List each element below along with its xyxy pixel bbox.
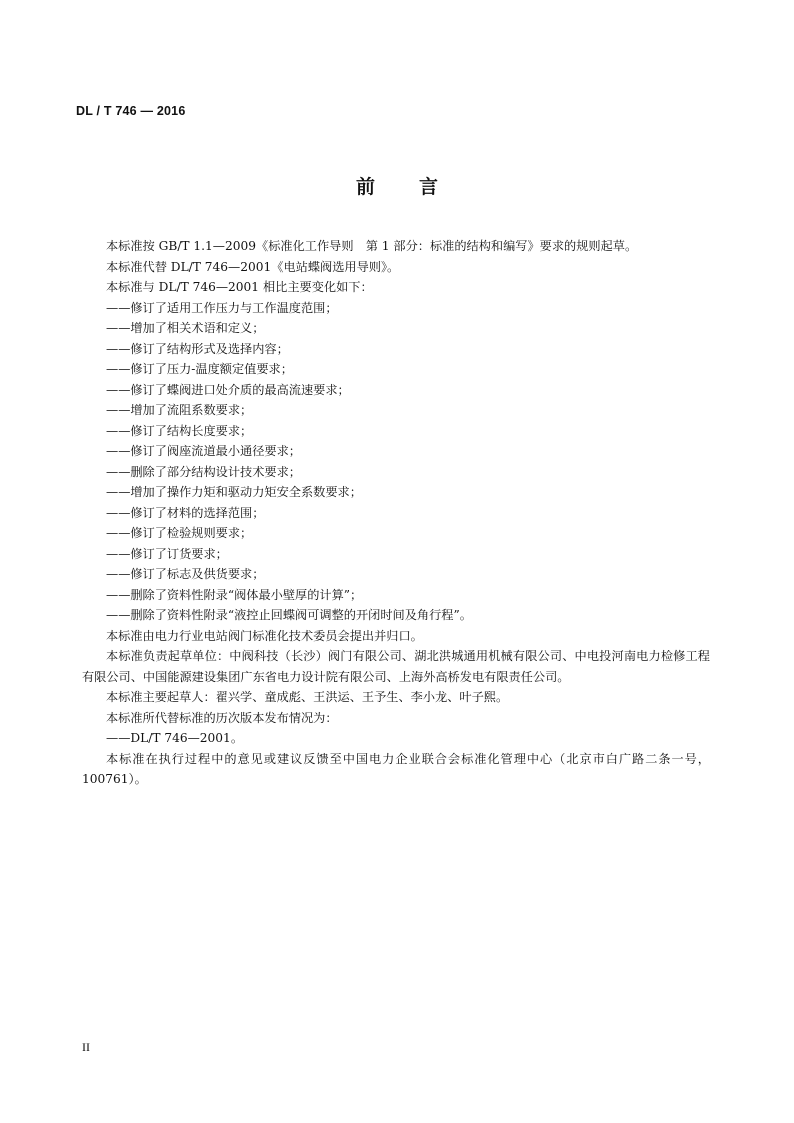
- paragraph-drafting-rules: 本标准按 GB/T 1.1—2009《标准化工作导则 第 1 部分：标准的结构和编写》要求的规则起草。: [106, 239, 638, 253]
- change-item: ——删除了部分结构设计技术要求；: [106, 464, 301, 479]
- change-item: ——修订了阀座流道最小通径要求；: [106, 444, 301, 458]
- page-number: II: [82, 1040, 90, 1054]
- change-item: ——删除了资料性附录“液控止回蝶阀可调整的开闭时间及角行程”。: [106, 608, 472, 622]
- change-item: ——修订了材料的选择范围；: [106, 505, 265, 520]
- paragraph-history-intro: 本标准所代替标准的历次版本发布情况为：: [106, 710, 338, 725]
- change-item: ——修订了结构形式及选择内容；: [106, 341, 289, 356]
- paragraph-feedback: 本标准在执行过程中的意见或建议反馈至中国电力企业联合会标准化管理中心（北京市白广路二条一号，100761）。: [82, 751, 710, 786]
- change-item: ——修订了适用工作压力与工作温度范围；: [106, 300, 338, 315]
- foreword-body: [82, 236, 710, 790]
- change-item: ——修订了检验规则要求；: [106, 526, 253, 540]
- change-item: ——增加了相关术语和定义；: [106, 321, 265, 335]
- change-item: ——删除了资料性附录“阀体最小壁厚的计算”；: [106, 587, 363, 602]
- change-item: ——修订了订货要求；: [106, 546, 228, 561]
- change-item: ——修订了蝶阀进口处介质的最高流速要求；: [106, 382, 350, 397]
- change-item: ——增加了操作力矩和驱动力矩安全系数要求；: [106, 485, 362, 499]
- change-item: ——增加了流阻系数要求；: [106, 403, 253, 417]
- paragraph-replaces: 本标准代替 DL/T 746—2001《电站蝶阀选用导则》。: [106, 259, 400, 274]
- document-code: DL / T 746 — 2016: [76, 104, 186, 118]
- paragraph-drafters: 本标准主要起草人：翟兴学、童成彪、王洪运、王予生、李小龙、叶子熙。: [106, 690, 509, 704]
- page-title: 前言: [355, 176, 482, 198]
- paragraph-changes-intro: 本标准与 DL/T 746—2001 相比主要变化如下：: [106, 280, 373, 294]
- paragraph-proposer: 本标准由电力行业电站阀门标准化技术委员会提出并归口。: [106, 628, 423, 643]
- change-item: ——修订了标志及供货要求；: [106, 567, 265, 581]
- change-item: ——修订了压力-温度额定值要求；: [106, 362, 293, 376]
- history-item: ——DL/T 746—2001。: [106, 731, 244, 745]
- paragraph-drafting-units: 本标准负责起草单位：中阀科技（长沙）阀门有限公司、湖北洪城通用机械有限公司、中电投河南电力检修工程有限公司、中国能源建设集团广东省电力设计院有限公司、上海外高桥发电有限责任公司。: [82, 649, 710, 684]
- change-item: ——修订了结构长度要求；: [106, 423, 253, 438]
